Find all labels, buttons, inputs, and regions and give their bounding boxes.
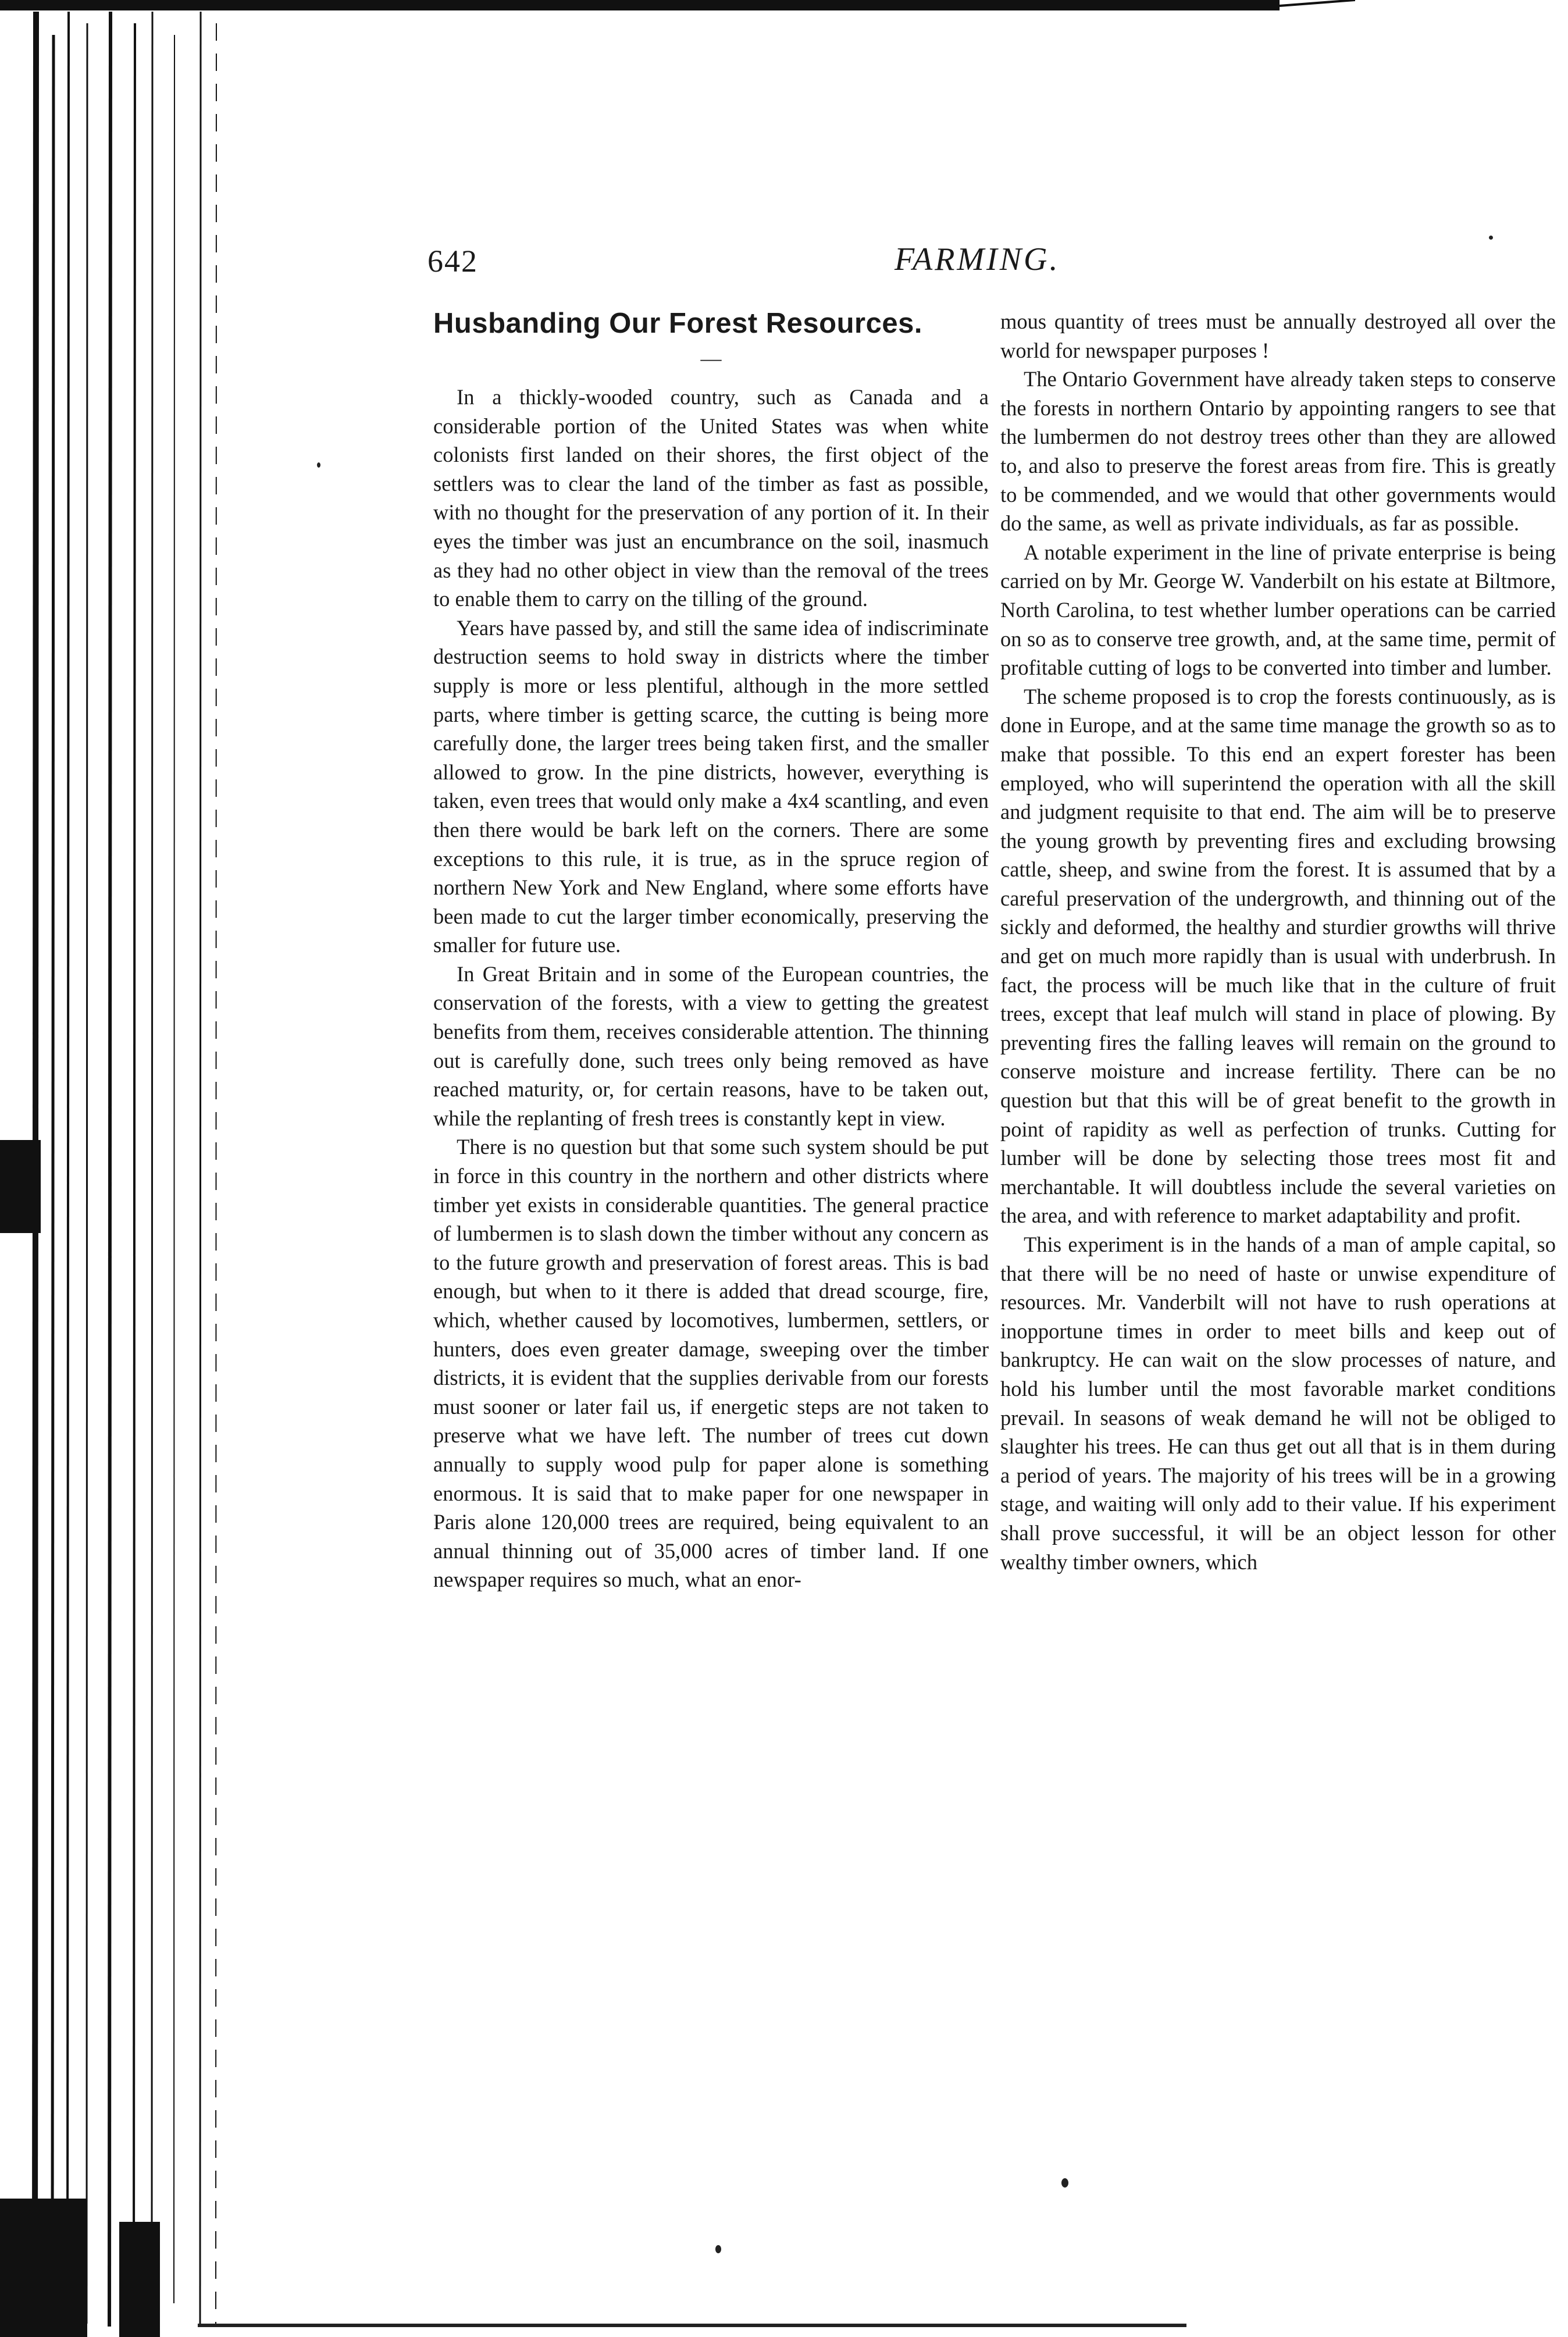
ink-speck <box>317 462 320 468</box>
binding-gutter-scan <box>0 0 227 2337</box>
paragraph: This experiment is in the hands of a man of ample capital, so that there will be no need of haste or unwise expenditure of resources. Mr. Vanderbilt will not have to rush operations at inopportune times in order to meet bills and keep out of bankruptcy. He can wait on the slow processes of nature, and hold his lumber until the most favorable market conditions prevail. In seasons of weak demand he will not be obliged to slaughter his trees. He can thus get out all that is in them during a period of years. The majority of his trees will be in a growing stage, and waiting will only add to their value. If his experiment shall prove successful, it will be an object lesson for other wealthy timber owners, which <box>1000 1232 1556 1574</box>
paragraph: Years have passed by, and still the same idea of indiscriminate destruction seems to hold sway in districts where the timber supply is more or less plentiful, although in the more settled parts, where timber is getting scarce, the cutting is being more carefully done, the larger trees being taken first, and the smaller allowed to grow. In the pine districts, however, everything is taken, even trees that would only make a 4x4 scantling, and even then there would be bark left on the corners. There are some exceptions to this rule, it is true, as in the spruce region of northern New York and New England, where some efforts have been made to cut the larger timber economically, preserving the smaller for future use. <box>433 615 989 957</box>
ink-speck <box>1061 2178 1068 2188</box>
title-rule: — <box>700 347 722 370</box>
ink-speck <box>715 2245 721 2253</box>
paragraph-continuation: mous quantity of trees must be annually destroyed all over the world for newspaper purposes ! <box>1000 309 1556 362</box>
paragraph: In a thickly-wooded country, such as Canada and a considerable portion of the United States was when white colonists first landed on their shores, the first object of the settlers was to clear the land of the timber as fast as possible, with no thought for the preservation of any portion of it. In their eyes the timber was just an encumbrance on the soil, inasmuch as they had no other object in view than the removal of the trees to enable them to carry on the tilling of the ground. <box>433 385 989 611</box>
running-title: FARMING. <box>895 241 1060 277</box>
paragraph: The Ontario Government have already taken steps to conserve the forests in northern Ontario by appointing rangers to see that the lumbermen do not destroy trees other than they are allowed to, and also to preserve the forest areas from fire. This is greatly to be commended, and we would that other governments would do the same, as well as private individuals, as far as possible. <box>1000 367 1556 536</box>
article-right-column <box>1000 307 1556 1576</box>
paragraph: There is no question but that some such system should be put in force in this country in the northern and other districts where timber yet exists in considerable quantities. The general practice of lumbermen is to slash down the timber without any concern as to the future growth and preservation of forest areas. This is bad enough, but when to it there is added that dread scourge, fire, which, whether caused by locomotives, lumbermen, settlers, or hunters, does even greater damage, sweeping over the timber districts, it is evident that the supplies derivable from our forests must sooner or later fail us, if energetic steps are not taken to preserve what we have left. The number of trees cut down annually to supply wood pulp for paper alone is something enormous. It is said that to make paper for one newspaper in Paris alone 120,000 trees are required, being equivalent to an annual thinning out of 35,000 acres of timber land. If one newspaper requires so much, what an enor- <box>433 1135 989 1592</box>
paragraph: The scheme proposed is to crop the forests continuously, as is done in Europe, and at the same time manage the growth so as to make that possible. To this end an expert forester has been employed, who will superintend the operation with all the skill and judgment requisite to that end. The aim will be to preserve the young growth by preventing fires and excluding browsing cattle, sheep, and swine from the forest. It is assumed that by a careful preservation of the undergrowth, and thinning out of the sickly and deformed, the healthy and sturdier growths will thrive and get on much more rapidly than is usual with underbrush. In fact, the process will be much like that in the culture of fruit trees, except that leaf mulch will stand in place of plowing. By preventing fires the falling leaves will remain on the ground to conserve moisture and increase fertility. There can be no question but that this will be of great benefit to the growth in point of rapidity as well as perfection of trunks. Cutting for lumber will be done by selecting those trees most fit and merchantable. It will doubtless include the several varieties on the area, and with reference to market adaptability and profit. <box>1000 684 1556 1228</box>
paragraph: In Great Britain and in some of the European countries, the conservation of the forests, with a view to getting the greatest benefits from them, receives considerable attention. The thinning out is carefully done, such trees only being removed as have reached maturity, or, for certain reasons, have to be taken out, while the replanting of fresh trees is constantly kept in view. <box>433 961 989 1130</box>
article-left-column <box>433 306 989 1594</box>
page-number: 642 <box>427 244 478 279</box>
top-rule-scan <box>0 0 1355 14</box>
ink-speck <box>1489 236 1493 240</box>
paragraph: A notable experiment in the line of private enterprise is being carried on by Mr. George W. Vanderbilt on his estate at Biltmore, North Carolina, to test whether lumber operations can be carried on so as to conserve tree growth, and, at the same time, permit of profitable cutting of logs to be converted into timber and lumber. <box>1000 540 1556 680</box>
bottom-rule-scan <box>198 2324 1186 2327</box>
article-title: Husbanding Our Forest Resources. <box>433 308 922 339</box>
